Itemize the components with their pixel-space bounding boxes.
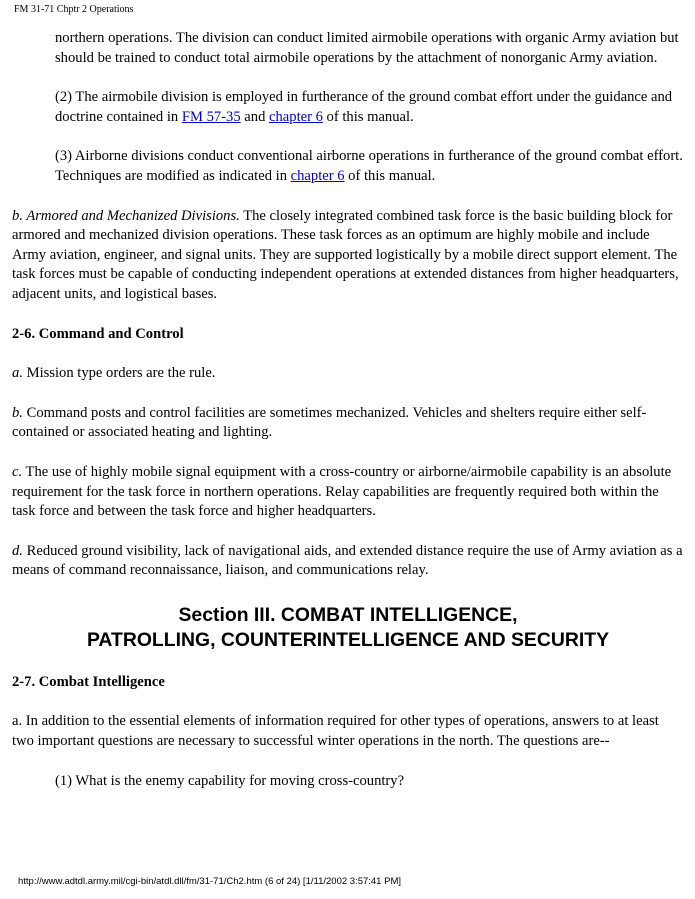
paragraph-label: b.	[12, 404, 23, 421]
paragraph-text: of this manual.	[344, 167, 436, 184]
paragraph-text: of this manual.	[322, 108, 414, 125]
document-body	[12, 29, 684, 791]
heading-combat-intelligence: 2-7. Combat Intelligence	[12, 673, 165, 690]
paragraph-enemy-capability: (1) What is the enemy capability for moving cross-country?	[55, 772, 405, 789]
section-title-line1: Section III. COMBAT INTELLIGENCE,	[178, 603, 518, 626]
paragraph-ground-visibility	[12, 542, 684, 581]
paragraph-airmobile-division	[55, 88, 684, 127]
paragraph-text: and	[240, 108, 270, 125]
paragraph-text: The closely integrated combined task force is the basic building block for armored and mechanized division operations. These task forces as an optimum are highly mobile and include Army aviation, engineer, and signal units. They are supported logistically by a mobile direct support element. The task forces must be capable of conducting independent operations at extended distances from higher headquarters, adjacent units, and logistical bases.	[12, 207, 679, 302]
paragraph-text: (2) The airmobile division is employed in furtherance of the ground combat effort under the guidance and doctrine contained in	[55, 89, 673, 125]
paragraph-text: Reduced ground visibility, lack of navigational aids, and extended distance require the use of Army aviation as a means of command reconnaissance, liaison, and communications relay.	[12, 542, 683, 579]
paragraph-airborne-divisions	[55, 147, 684, 186]
paragraph-label: a.	[12, 365, 23, 382]
paragraph-command-posts	[12, 404, 684, 443]
paragraph-text: Command posts and control facilities are sometimes mechanized. Vehicles and shelters require either self-contained or associated heating and lighting.	[12, 404, 647, 441]
paragraph-text: (3) Airborne divisions conduct conventional airborne operations in furtherance of the ground combat effort. Techniques are modified as indicated in	[55, 148, 683, 184]
paragraph-label: d.	[12, 542, 23, 559]
paragraph-division-airmobile: northern operations. The division can conduct limited airmobile operations with organic Army aviation but should be trained to conduct total airmobile operations by the attachment of nonorganic Army aviation.	[55, 30, 679, 66]
paragraph-label: b. Armored and Mechanized Divisions.	[12, 207, 240, 224]
paragraph-mission-orders	[12, 364, 684, 384]
heading-command-and-control: 2-6. Command and Control	[12, 325, 184, 342]
link-chapter-6[interactable]: chapter 6	[290, 167, 345, 184]
page-header: FM 31-71 Chptr 2 Operations	[14, 4, 134, 15]
section-title-line2: PATROLLING, COUNTERINTELLIGENCE AND SECURITY	[86, 628, 610, 651]
page-footer-url: http://www.adtdl.army.mil/cgi-bin/atdl.dll/fm/31-71/Ch2.htm (6 of 24) [1/11/2002 3:57:41 PM]	[18, 876, 401, 887]
paragraph-text: Mission type orders are the rule.	[22, 365, 216, 382]
link-chapter-6[interactable]: chapter 6	[269, 108, 323, 125]
paragraph-label: c.	[12, 463, 23, 480]
paragraph-text: The use of highly mobile signal equipment with a cross-country or airborne/airmobile capability is an absolute requirement for the task force in northern operations. Relay capabilities are frequently required both within the task force and between the task force and higher headquarters.	[12, 463, 672, 520]
paragraph-armored-mechanized	[12, 207, 684, 305]
paragraph-signal-equipment	[12, 463, 684, 522]
paragraph-essential-elements: a. In addition to the essential elements of information required for other types of operations, answers to at least two important questions are necessary to successful winter operations in the north. The questions are--	[12, 713, 659, 750]
section-title	[12, 603, 684, 653]
link-fm-57-35[interactable]: FM 57-35	[181, 108, 241, 125]
